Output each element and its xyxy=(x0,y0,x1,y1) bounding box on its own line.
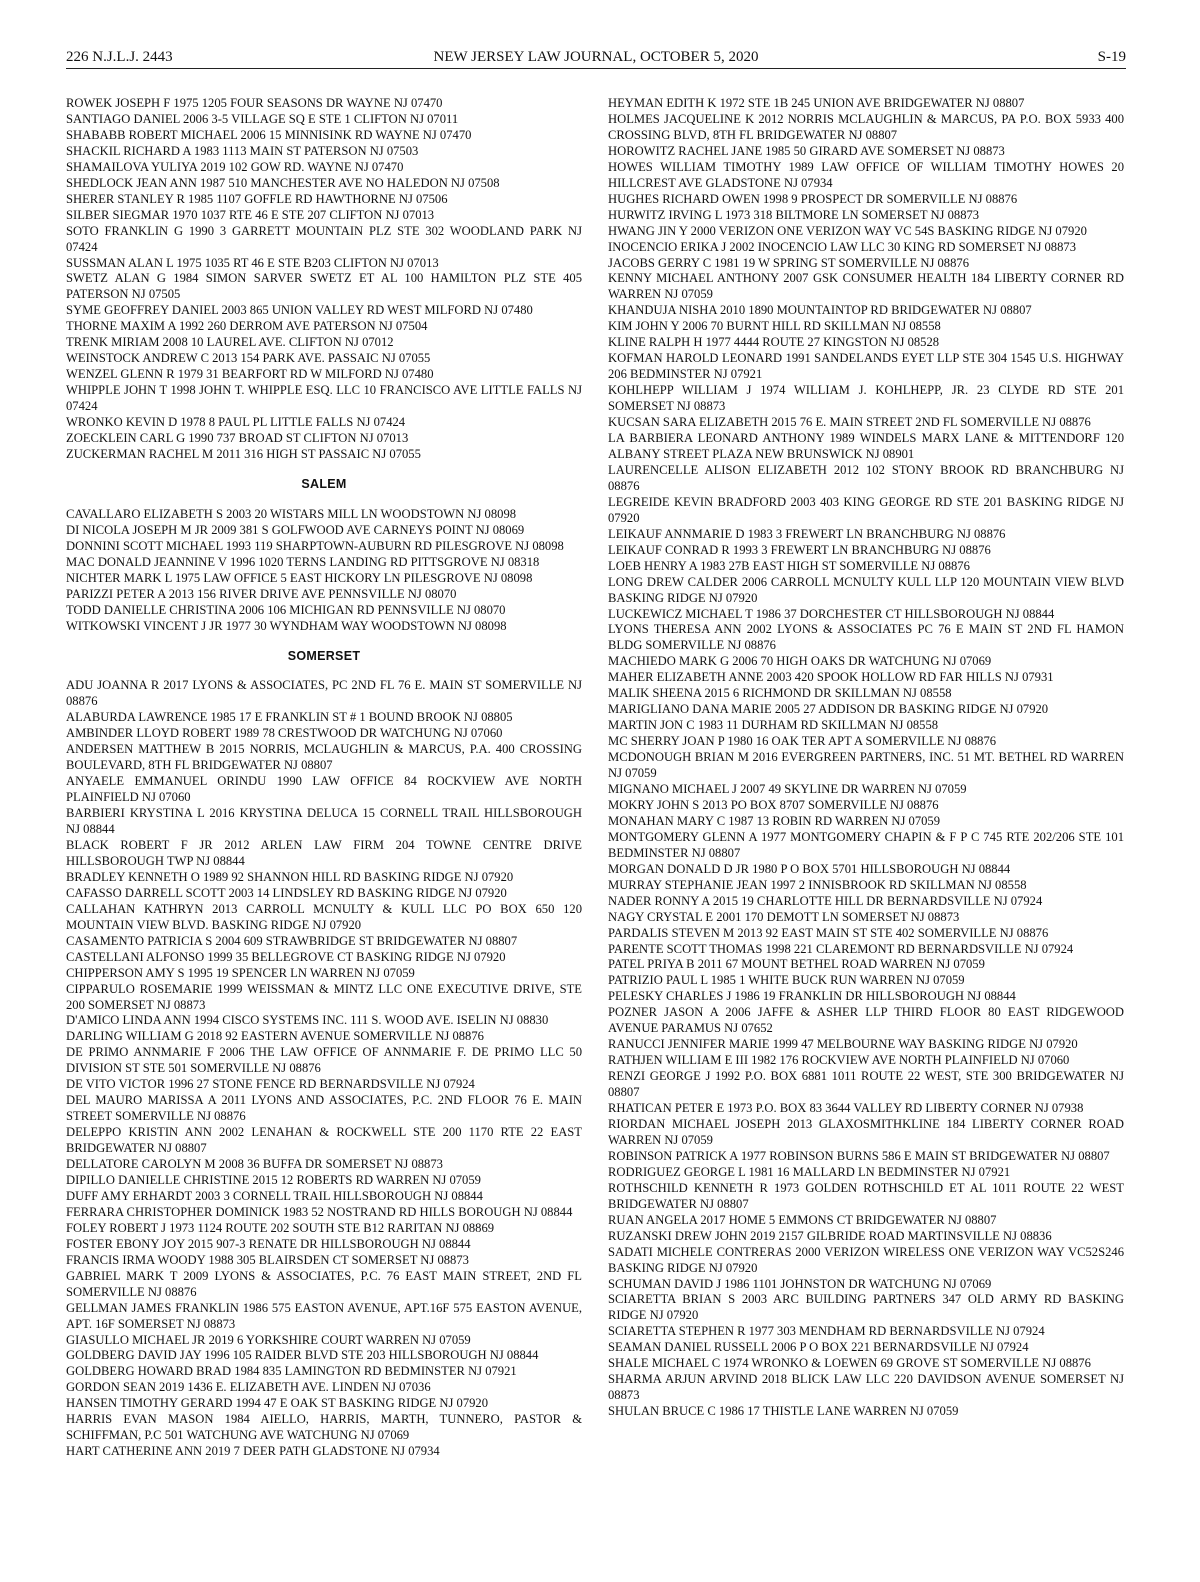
attorney-entry: DE VITO VICTOR 1996 27 STONE FENCE RD BERNARDSVILLE NJ 07924 xyxy=(66,1077,475,1092)
attorney-entry: DELLATORE CAROLYN M 2008 36 BUFFA DR SOMERSET NJ 08873 xyxy=(66,1157,443,1172)
attorney-entry: MOKRY JOHN S 2013 PO BOX 8707 SOMERVILLE NJ 08876 xyxy=(608,797,939,812)
attorney-entry: SOTO FRANKLIN G 1990 3 GARRETT MOUNTAIN PLZ STE 302 WOODLAND PARK NJ 07424 xyxy=(66,223,582,254)
county-heading: SALEM xyxy=(301,476,347,491)
attorney-entry: PELESKY CHARLES J 1986 19 FRANKLIN DR HILLSBOROUGH NJ 08844 xyxy=(608,989,1016,1004)
attorney-entry: HANSEN TIMOTHY GERARD 1994 47 E OAK ST BASKING RIDGE NJ 07920 xyxy=(66,1396,489,1411)
attorney-entry: RANUCCI JENNIFER MARIE 1999 47 MELBOURNE WAY BASKING RIDGE NJ 07920 xyxy=(608,1037,1078,1052)
attorney-entry: JACOBS GERRY C 1981 19 W SPRING ST SOMERVILLE NJ 08876 xyxy=(608,255,969,270)
attorney-entry: SWETZ ALAN G 1984 SIMON SARVER SWETZ ET AL 100 HAMILTON PLZ STE 405 PATERSON NJ 07505 xyxy=(66,271,582,302)
attorney-entry: WEINSTOCK ANDREW C 2013 154 PARK AVE. PASSAIC NJ 07055 xyxy=(66,351,431,366)
attorney-entry: ZUCKERMAN RACHEL M 2011 316 HIGH ST PASSAIC NJ 07055 xyxy=(66,446,421,461)
attorney-entry: LONG DREW CALDER 2006 CARROLL MCNULTY KULL LLP 120 MOUNTAIN VIEW BLVD BASKING RIDGE NJ 07920 xyxy=(608,574,1124,605)
attorney-entry: WHIPPLE JOHN T 1998 JOHN T. WHIPPLE ESQ. LLC 10 FRANCISCO AVE LITTLE FALLS NJ 07424 xyxy=(66,383,582,414)
attorney-entry: SEAMAN DANIEL RUSSELL 2006 P O BOX 221 BERNARDSVILLE NJ 07924 xyxy=(608,1340,1029,1355)
attorney-entry: LEIKAUF CONRAD R 1993 3 FREWERT LN BRANCHBURG NJ 08876 xyxy=(608,542,991,557)
attorney-entry: SYME GEOFFREY DANIEL 2003 865 UNION VALLEY RD WEST MILFORD NJ 07480 xyxy=(66,303,533,318)
attorney-entry: LOEB HENRY A 1983 27B EAST HIGH ST SOMERVILLE NJ 08876 xyxy=(608,558,970,573)
attorney-entry: GELLMAN JAMES FRANKLIN 1986 575 EASTON AVENUE, APT.16F 575 EASTON AVENUE, APT. 16F SOMERSET NJ 08873 xyxy=(66,1300,582,1331)
attorney-entry: LAURENCELLE ALISON ELIZABETH 2012 102 STONY BROOK RD BRANCHBURG NJ 08876 xyxy=(608,462,1124,493)
attorney-entry: DONNINI SCOTT MICHAEL 1993 119 SHARPTOWN-AUBURN RD PILESGROVE NJ 08098 xyxy=(66,538,564,553)
attorney-entry: WITKOWSKI VINCENT J JR 1977 30 WYNDHAM WAY WOODSTOWN NJ 08098 xyxy=(66,618,507,633)
attorney-entry: PARIZZI PETER A 2013 156 RIVER DRIVE AVE PENNSVILLE NJ 08070 xyxy=(66,586,457,601)
attorney-entry: NICHTER MARK L 1975 LAW OFFICE 5 EAST HICKORY LN PILESGROVE NJ 08098 xyxy=(66,570,533,585)
attorney-entry: HURWITZ IRVING L 1973 318 BILTMORE LN SOMERSET NJ 08873 xyxy=(608,207,980,222)
attorney-entry: SANTIAGO DANIEL 2006 3-5 VILLAGE SQ E STE 1 CLIFTON NJ 07011 xyxy=(66,111,459,126)
attorney-entry: DE PRIMO ANNMARIE F 2006 THE LAW OFFICE OF ANNMARIE F. DE PRIMO LLC 50 DIVISION ST STE 501 SOMERVILLE NJ 08876 xyxy=(66,1045,582,1076)
right-column xyxy=(608,96,1124,1420)
page-number: S-19 xyxy=(1097,49,1126,65)
attorney-entry: SUSSMAN ALAN L 1975 1035 RT 46 E STE B203 CLIFTON NJ 07013 xyxy=(66,255,439,270)
attorney-entry: LA BARBIERA LEONARD ANTHONY 1989 WINDELS MARX LANE & MITTENDORF 120 ALBANY STREET PLAZA NEW BRUNSWICK NJ 08901 xyxy=(608,431,1124,461)
attorney-entry: MIGNANO MICHAEL J 2007 49 SKYLINE DR WARREN NJ 07059 xyxy=(608,781,967,796)
attorney-entry: HWANG JIN Y 2000 VERIZON ONE VERIZON WAY VC 54S BASKING RIDGE NJ 07920 xyxy=(608,223,1087,238)
attorney-entry: RENZI GEORGE J 1992 P.O. BOX 6881 1011 ROUTE 22 WEST, STE 300 BRIDGEWATER NJ 08807 xyxy=(608,1069,1124,1100)
attorney-entry: NADER RONNY A 2015 19 CHARLOTTE HILL DR BERNARDSVILLE NJ 07924 xyxy=(608,893,1043,908)
attorney-entry: CAVALLARO ELIZABETH S 2003 20 WISTARS MILL LN WOODSTOWN NJ 08098 xyxy=(66,506,517,521)
attorney-entry: RUAN ANGELA 2017 HOME 5 EMMONS CT BRIDGEWATER NJ 08807 xyxy=(608,1212,997,1227)
attorney-entry: FRANCIS IRMA WOODY 1988 305 BLAIRSDEN CT SOMERSET NJ 08873 xyxy=(66,1252,469,1267)
attorney-entry: SHULAN BRUCE C 1986 17 THISTLE LANE WARREN NJ 07059 xyxy=(608,1404,959,1419)
attorney-entry: CALLAHAN KATHRYN 2013 CARROLL MCNULTY & KULL LLC PO BOX 650 120 MOUNTAIN VIEW BLVD. BASKING RIDGE NJ 07920 xyxy=(66,901,582,932)
attorney-entry: GABRIEL MARK T 2009 LYONS & ASSOCIATES, P.C. 76 EAST MAIN STREET, 2ND FL SOMERVILLE NJ 08876 xyxy=(66,1268,582,1299)
attorney-entry: WENZEL GLENN R 1979 31 BEARFORT RD W MILFORD NJ 07480 xyxy=(66,367,434,382)
attorney-entry: GOLDBERG HOWARD BRAD 1984 835 LAMINGTON RD BEDMINSTER NJ 07921 xyxy=(66,1364,517,1379)
attorney-entry: LEIKAUF ANNMARIE D 1983 3 FREWERT LN BRANCHBURG NJ 08876 xyxy=(608,526,1006,541)
attorney-entry: KOFMAN HAROLD LEONARD 1991 SANDELANDS EYET LLP STE 304 1545 U.S. HIGHWAY 206 BEDMINSTER NJ 07921 xyxy=(608,351,1124,382)
attorney-entry: PARDALIS STEVEN M 2013 92 EAST MAIN ST STE 402 SOMERVILLE NJ 08876 xyxy=(608,925,1049,940)
attorney-entry: ZOECKLEIN CARL G 1990 737 BROAD ST CLIFTON NJ 07013 xyxy=(66,431,409,446)
attorney-entry: MAHER ELIZABETH ANNE 2003 420 SPOOK HOLLOW RD FAR HILLS NJ 07931 xyxy=(608,670,1054,685)
attorney-entry: ROBINSON PATRICK A 1977 ROBINSON BURNS 586 E MAIN ST BRIDGEWATER NJ 08807 xyxy=(608,1148,1110,1163)
left-column xyxy=(66,96,582,1460)
attorney-entry: ROTHSCHILD KENNETH R 1973 GOLDEN ROTHSCHILD ET AL 1011 ROUTE 22 WEST BRIDGEWATER NJ 08807 xyxy=(608,1180,1124,1211)
attorney-entry: KUCSAN SARA ELIZABETH 2015 76 E. MAIN STREET 2ND FL SOMERVILLE NJ 08876 xyxy=(608,415,1091,430)
attorney-entry: THORNE MAXIM A 1992 260 DERROM AVE PATERSON NJ 07504 xyxy=(66,319,428,334)
attorney-entry: LEGREIDE KEVIN BRADFORD 2003 403 KING GEORGE RD STE 201 BASKING RIDGE NJ 07920 xyxy=(608,494,1124,525)
attorney-entry: SHABABB ROBERT MICHAEL 2006 15 MINNISINK RD WAYNE NJ 07470 xyxy=(66,127,472,142)
attorney-entry: FOSTER EBONY JOY 2015 907-3 RENATE DR HILLSBOROUGH NJ 08844 xyxy=(66,1236,471,1251)
attorney-entry: MONAHAN MARY C 1987 13 ROBIN RD WARREN NJ 07059 xyxy=(608,813,941,828)
attorney-entry: RODRIGUEZ GEORGE L 1981 16 MALLARD LN BEDMINSTER NJ 07921 xyxy=(608,1164,1011,1179)
attorney-entry: CIPPARULO ROSEMARIE 1999 WEISSMAN & MINTZ LLC ONE EXECUTIVE DRIVE, STE 200 SOMERSET NJ 08873 xyxy=(66,981,582,1012)
attorney-entry: DEL MAURO MARISSA A 2011 LYONS AND ASSOCIATES, P.C. 2ND FLOOR 76 E. MAIN STREET SOMERVILLE NJ 08876 xyxy=(66,1093,582,1124)
attorney-entry: KOHLHEPP WILLIAM J 1974 WILLIAM J. KOHLHEPP, JR. 23 CLYDE RD STE 201 SOMERSET NJ 08873 xyxy=(608,383,1124,414)
attorney-entry: HOROWITZ RACHEL JANE 1985 50 GIRARD AVE SOMERSET NJ 08873 xyxy=(608,143,1005,158)
attorney-entry: SILBER SIEGMAR 1970 1037 RTE 46 E STE 207 CLIFTON NJ 07013 xyxy=(66,207,435,222)
attorney-entry: KLINE RALPH H 1977 4444 ROUTE 27 KINGSTON NJ 08528 xyxy=(608,335,940,350)
attorney-entry: KIM JOHN Y 2006 70 BURNT HILL RD SKILLMAN NJ 08558 xyxy=(608,319,941,334)
attorney-entry: DI NICOLA JOSEPH M JR 2009 381 S GOLFWOOD AVE CARNEYS POINT NJ 08069 xyxy=(66,522,525,537)
attorney-entry: SCIARETTA BRIAN S 2003 ARC BUILDING PARTNERS 347 OLD ARMY RD BASKING RIDGE NJ 07920 xyxy=(608,1292,1124,1323)
attorney-entry: LYONS THERESA ANN 2002 LYONS & ASSOCIATES PC 76 E MAIN ST 2ND FL HAMON BLDG SOMERVILLE NJ 08876 xyxy=(608,622,1124,653)
attorney-entry: RIORDAN MICHAEL JOSEPH 2013 GLAXOSMITHKLINE 184 LIBERTY CORNER ROAD WARREN NJ 07059 xyxy=(608,1117,1124,1147)
attorney-entry: CAFASSO DARRELL SCOTT 2003 14 LINDSLEY RD BASKING RIDGE NJ 07920 xyxy=(66,885,507,900)
page-header xyxy=(66,48,1126,68)
attorney-entry: AMBINDER LLOYD ROBERT 1989 78 CRESTWOOD DR WATCHUNG NJ 07060 xyxy=(66,726,503,741)
attorney-entry: POZNER JASON A 2006 JAFFE & ASHER LLP THIRD FLOOR 80 EAST RIDGEWOOD AVENUE PARAMUS NJ 07652 xyxy=(608,1005,1124,1036)
attorney-entry: D'AMICO LINDA ANN 1994 CISCO SYSTEMS INC. 111 S. WOOD AVE. ISELIN NJ 08830 xyxy=(66,1013,549,1028)
attorney-entry: CASTELLANI ALFONSO 1999 35 BELLEGROVE CT BASKING RIDGE NJ 07920 xyxy=(66,949,506,964)
attorney-entry: SHALE MICHAEL C 1974 WRONKO & LOEWEN 69 GROVE ST SOMERVILLE NJ 08876 xyxy=(608,1356,1091,1371)
attorney-entry: SHACKIL RICHARD A 1983 1113 MAIN ST PATERSON NJ 07503 xyxy=(66,143,419,158)
attorney-entry: FOLEY ROBERT J 1973 1124 ROUTE 202 SOUTH STE B12 RARITAN NJ 08869 xyxy=(66,1220,495,1235)
attorney-entry: RATHJEN WILLIAM E III 1982 176 ROCKVIEW AVE NORTH PLAINFIELD NJ 07060 xyxy=(608,1053,1070,1068)
attorney-entry: FERRARA CHRISTOPHER DOMINICK 1983 52 NOSTRAND RD HILLS BOROUGH NJ 08844 xyxy=(66,1204,573,1219)
attorney-entry: ANYAELE EMMANUEL ORINDU 1990 LAW OFFICE 84 ROCKVIEW AVE NORTH PLAINFIELD NJ 07060 xyxy=(66,774,582,805)
attorney-entry: KENNY MICHAEL ANTHONY 2007 GSK CONSUMER HEALTH 184 LIBERTY CORNER RD WARREN NJ 07059 xyxy=(608,271,1124,302)
attorney-entry: BARBIERI KRYSTINA L 2016 KRYSTINA DELUCA 15 CORNELL TRAIL HILLSBOROUGH NJ 08844 xyxy=(66,806,582,837)
attorney-entry: GORDON SEAN 2019 1436 E. ELIZABETH AVE. LINDEN NJ 07036 xyxy=(66,1380,431,1395)
attorney-entry: HOLMES JACQUELINE K 2012 NORRIS MCLAUGHLIN & MARCUS, PA P.O. BOX 5933 400 CROSSING BLVD, 8TH FL BRIDGEWATER NJ 08807 xyxy=(608,111,1124,142)
attorney-entry: SHARMA ARJUN ARVIND 2018 BLICK LAW LLC 220 DAVIDSON AVENUE SOMERSET NJ 08873 xyxy=(608,1372,1124,1403)
attorney-entry: MARTIN JON C 1983 11 DURHAM RD SKILLMAN NJ 08558 xyxy=(608,718,939,733)
attorney-entry: SCHUMAN DAVID J 1986 1101 JOHNSTON DR WATCHUNG NJ 07069 xyxy=(608,1276,992,1291)
attorney-entry: KHANDUJA NISHA 2010 1890 MOUNTAINTOP RD BRIDGEWATER NJ 08807 xyxy=(608,303,1032,318)
attorney-entry: HUGHES RICHARD OWEN 1998 9 PROSPECT DR SOMERVILLE NJ 08876 xyxy=(608,191,1018,206)
attorney-entry: GIASULLO MICHAEL JR 2019 6 YORKSHIRE COURT WARREN NJ 07059 xyxy=(66,1332,471,1347)
attorney-entry: SHERER STANLEY R 1985 1107 GOFFLE RD HAWTHORNE NJ 07506 xyxy=(66,191,448,206)
attorney-entry: HEYMAN EDITH K 1972 STE 1B 245 UNION AVE BRIDGEWATER NJ 08807 xyxy=(608,96,1025,110)
attorney-entry: HART CATHERINE ANN 2019 7 DEER PATH GLADSTONE NJ 07934 xyxy=(66,1444,440,1459)
attorney-entry: RUZANSKI DREW JOHN 2019 2157 GILBRIDE ROAD MARTINSVILLE NJ 08836 xyxy=(608,1228,1052,1243)
attorney-entry: MORGAN DONALD D JR 1980 P O BOX 5701 HILLSBOROUGH NJ 08844 xyxy=(608,861,1011,876)
attorney-entry: SHEDLOCK JEAN ANN 1987 510 MANCHESTER AVE NO HALEDON NJ 07508 xyxy=(66,175,500,190)
citation: 226 N.J.L.J. 2443 xyxy=(66,49,173,65)
attorney-entry: MALIK SHEENA 2015 6 RICHMOND DR SKILLMAN NJ 08558 xyxy=(608,686,952,701)
attorney-entry: ROWEK JOSEPH F 1975 1205 FOUR SEASONS DR WAYNE NJ 07470 xyxy=(66,96,443,110)
attorney-entry: INOCENCIO ERIKA J 2002 INOCENCIO LAW LLC 30 KING RD SOMERSET NJ 08873 xyxy=(608,239,1076,254)
attorney-entry: HARRIS EVAN MASON 1984 AIELLO, HARRIS, MARTH, TUNNERO, PASTOR & SCHIFFMAN, P.C 501 WATCHUNG AVE WATCHUNG NJ 07069 xyxy=(66,1412,582,1443)
attorney-entry: SHAMAILOVA YULIYA 2019 102 GOW RD. WAYNE NJ 07470 xyxy=(66,159,404,174)
attorney-entry: BLACK ROBERT F JR 2012 ARLEN LAW FIRM 204 TOWNE CENTRE DRIVE HILLSBOROUGH TWP NJ 08844 xyxy=(66,837,582,868)
attorney-entry: MC SHERRY JOAN P 1980 16 OAK TER APT A SOMERVILLE NJ 08876 xyxy=(608,734,997,749)
attorney-entry: MURRAY STEPHANIE JEAN 1997 2 INNISBROOK RD SKILLMAN NJ 08558 xyxy=(608,877,1027,892)
attorney-entry: DIPILLO DANIELLE CHRISTINE 2015 12 ROBERTS RD WARREN NJ 07059 xyxy=(66,1173,481,1187)
attorney-entry: PARENTE SCOTT THOMAS 1998 221 CLAREMONT RD BERNARDSVILLE NJ 07924 xyxy=(608,941,1074,956)
attorney-entry: TRENK MIRIAM 2008 10 LAUREL AVE. CLIFTON NJ 07012 xyxy=(66,335,394,350)
attorney-entry: HOWES WILLIAM TIMOTHY 1989 LAW OFFICE OF WILLIAM TIMOTHY HOWES 20 HILLCREST AVE GLADSTONE NJ 07934 xyxy=(608,159,1124,190)
attorney-entry: CASAMENTO PATRICIA S 2004 609 STRAWBRIDGE ST BRIDGEWATER NJ 08807 xyxy=(66,933,518,948)
attorney-entry: BRADLEY KENNETH O 1989 92 SHANNON HILL RD BASKING RIDGE NJ 07920 xyxy=(66,869,514,884)
attorney-entry: DUFF AMY ERHARDT 2003 3 CORNELL TRAIL HILLSBOROUGH NJ 08844 xyxy=(66,1188,483,1203)
attorney-entry: RHATICAN PETER E 1973 P.O. BOX 83 3644 VALLEY RD LIBERTY CORNER NJ 07938 xyxy=(608,1101,1084,1116)
attorney-entry: CHIPPERSON AMY S 1995 19 SPENCER LN WARREN NJ 07059 xyxy=(66,965,415,980)
attorney-entry: PATRIZIO PAUL L 1985 1 WHITE BUCK RUN WARREN NJ 07059 xyxy=(608,973,965,988)
attorney-entry: ADU JOANNA R 2017 LYONS & ASSOCIATES, PC 2ND FL 76 E. MAIN ST SOMERVILLE NJ 08876 xyxy=(66,678,582,709)
attorney-entry: MONTGOMERY GLENN A 1977 MONTGOMERY CHAPIN & F P C 745 RTE 202/206 STE 101 BEDMINSTER NJ 08807 xyxy=(608,829,1124,860)
attorney-entry: NAGY CRYSTAL E 2001 170 DEMOTT LN SOMERSET NJ 08873 xyxy=(608,909,960,924)
header-rule xyxy=(66,68,1126,69)
attorney-entry: ANDERSEN MATTHEW B 2015 NORRIS, MCLAUGHLIN & MARCUS, P.A. 400 CROSSING BOULEVARD, 8TH FL BRIDGEWATER NJ 08807 xyxy=(66,742,582,773)
attorney-entry: LUCKEWICZ MICHAEL T 1986 37 DORCHESTER CT HILLSBOROUGH NJ 08844 xyxy=(608,606,1055,621)
attorney-entry: MARIGLIANO DANA MARIE 2005 27 ADDISON DR BASKING RIDGE NJ 07920 xyxy=(608,702,1049,717)
attorney-entry: TODD DANIELLE CHRISTINA 2006 106 MICHIGAN RD PENNSVILLE NJ 08070 xyxy=(66,602,506,617)
attorney-entry: SCIARETTA STEPHEN R 1977 303 MENDHAM RD BERNARDSVILLE NJ 07924 xyxy=(608,1324,1045,1339)
attorney-entry: MAC DONALD JEANNINE V 1996 1020 TERNS LANDING RD PITTSGROVE NJ 08318 xyxy=(66,554,540,569)
attorney-entry: MACHIEDO MARK G 2006 70 HIGH OAKS DR WATCHUNG NJ 07069 xyxy=(608,654,992,669)
county-heading: SOMERSET xyxy=(287,648,361,663)
attorney-entry: MCDONOUGH BRIAN M 2016 EVERGREEN PARTNERS, INC. 51 MT. BETHEL RD WARREN NJ 07059 xyxy=(608,750,1124,781)
attorney-entry: WRONKO KEVIN D 1978 8 PAUL PL LITTLE FALLS NJ 07424 xyxy=(66,415,406,430)
journal-title: NEW JERSEY LAW JOURNAL, OCTOBER 5, 2020 xyxy=(433,49,759,65)
attorney-entry: PATEL PRIYA B 2011 67 MOUNT BETHEL ROAD WARREN NJ 07059 xyxy=(608,957,985,972)
attorney-entry: ALABURDA LAWRENCE 1985 17 E FRANKLIN ST # 1 BOUND BROOK NJ 08805 xyxy=(66,710,513,725)
attorney-entry: GOLDBERG DAVID JAY 1996 105 RAIDER BLVD STE 203 HILLSBOROUGH NJ 08844 xyxy=(66,1348,539,1363)
attorney-entry: DELEPPO KRISTIN ANN 2002 LENAHAN & ROCKWELL STE 200 1170 RTE 22 EAST BRIDGEWATER NJ 08807 xyxy=(66,1125,582,1156)
attorney-entry: SADATI MICHELE CONTRERAS 2000 VERIZON WIRELESS ONE VERIZON WAY VC52S246 BASKING RIDGE NJ 07920 xyxy=(608,1244,1124,1275)
attorney-entry: DARLING WILLIAM G 2018 92 EASTERN AVENUE SOMERVILLE NJ 08876 xyxy=(66,1029,484,1044)
